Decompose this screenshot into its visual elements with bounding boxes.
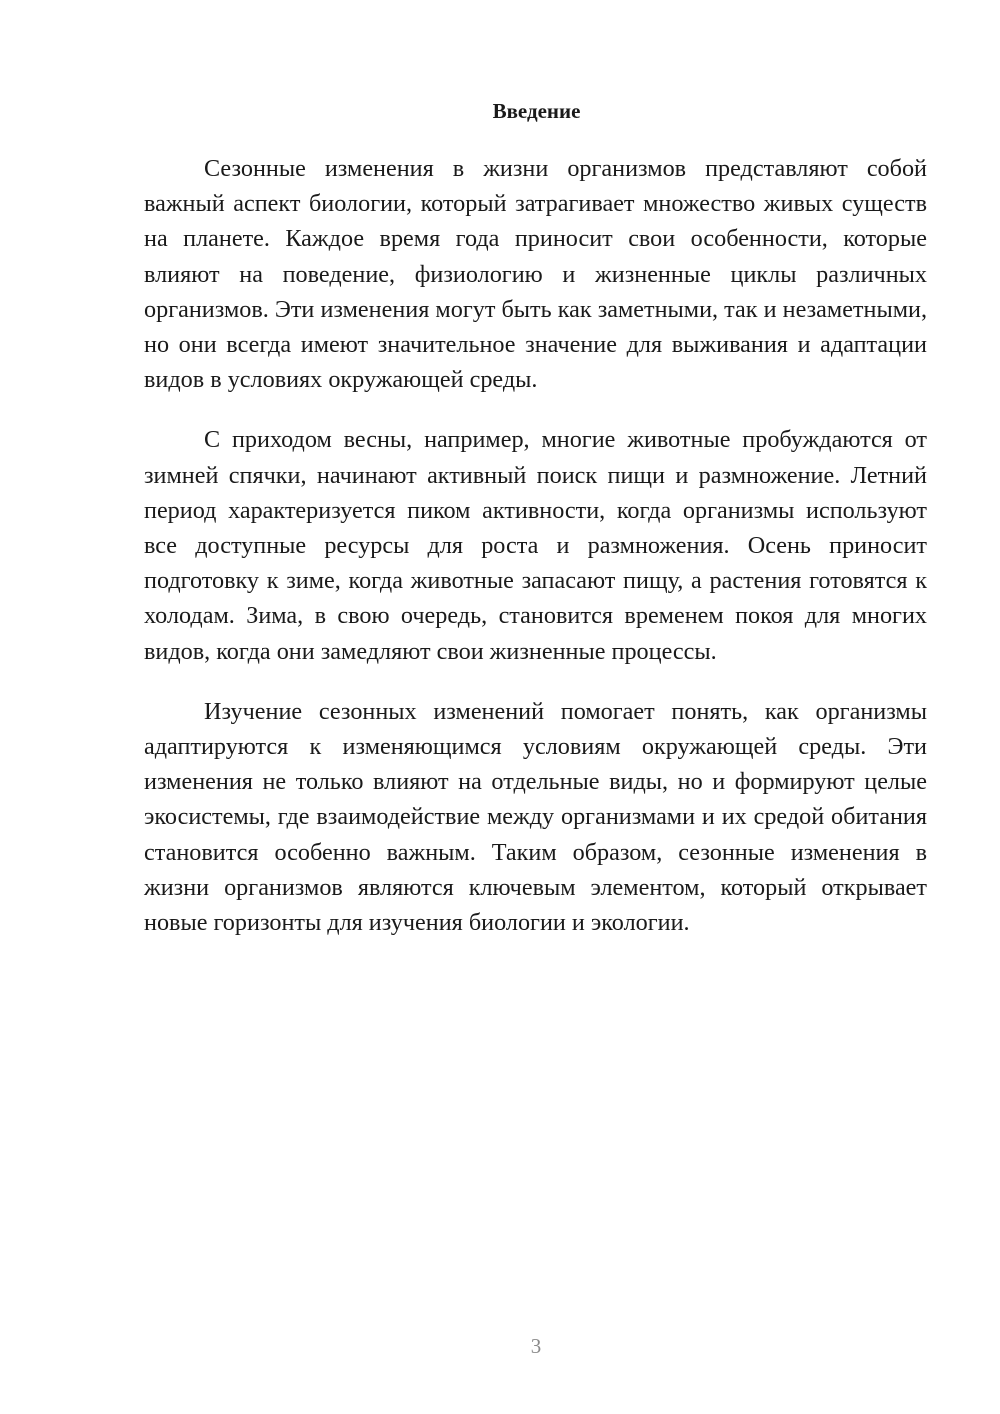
page-number: 3 <box>530 1334 542 1358</box>
paragraph-2: С приходом весны, например, многие животные пробуждаются от зимней спячки, начинают активный поиск пищи и размножение. Летний период характеризуется пиком активности, когда организмы используют все доступные ресурсы для роста и размножения. Осень приносит подготовку к зиме, когда животные запасают пищу, а растения готовятся к холодам. Зима, в свою очередь, становится временем покоя для многих видов, когда они замедляют свои жизненные процессы. <box>144 426 927 665</box>
page-content <box>144 96 927 940</box>
paragraph-1: Сезонные изменения в жизни организмов представляют собой важный аспект биологии, который затрагивает множество живых существ на планете. Каждое время года приносит свои особенности, которые влияют на поведение, физиологию и жизненные циклы различных организмов. Эти изменения могут быть как заметными, так и незаметными, но они всегда имеют значительное значение для выживания и адаптации видов в условиях окружающей среды. <box>144 155 927 394</box>
section-title: Введение <box>492 99 581 123</box>
paragraph-3: Изучение сезонных изменений помогает понять, как организмы адаптируются к изменяющимся условиям окружающей среды. Эти изменения не только влияют на отдельные виды, но и формируют целые экосистемы, где взаимодействие между организмами и их средой обитания становится особенно важным. Таким образом, сезонные изменения в жизни организмов являются ключевым элементом, который открывает новые горизонты для изучения биологии и экологии. <box>144 697 927 937</box>
